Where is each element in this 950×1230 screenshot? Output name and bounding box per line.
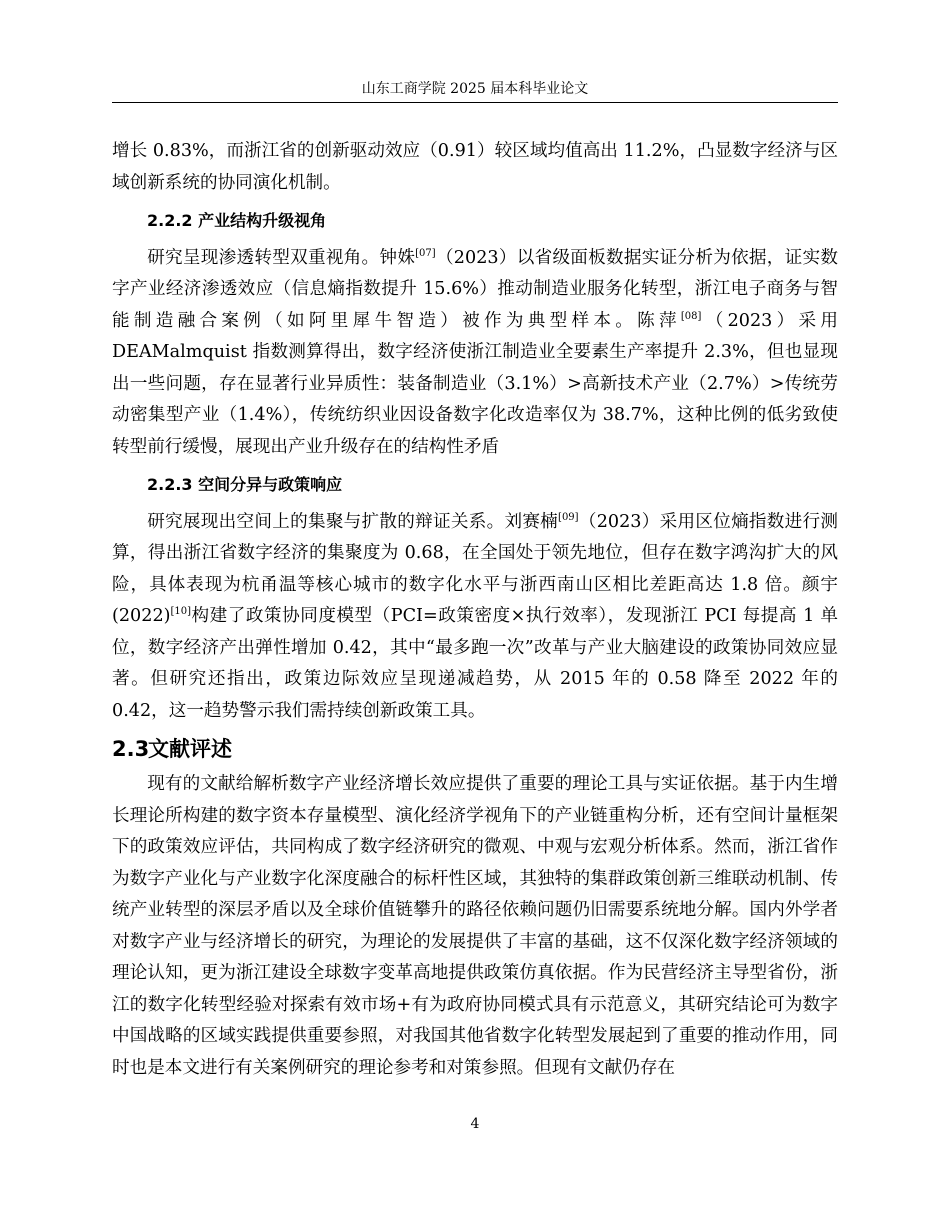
- paragraph-2-2-2: [112, 243, 838, 464]
- citation-ref: [10]: [170, 606, 192, 618]
- intro-paragraph: 增长 0.83%，而浙江省的创新驱动效应（0.91）较区域均值高出 11.2%，凸显数字经济与区域创新系统的协同演化机制。: [112, 141, 838, 193]
- paragraph-text: （2023）采用区位熵指数进行测算，得出浙江省数字经济的集聚度为 0.68，在全国处于领先地位，但存在数字鸿沟扩大的风险，具体表现为杭甬温等核心城市的数字化水平与浙西南山区相比差距高达 1.8 倍。颜宇(2022): [112, 511, 838, 626]
- paragraph-text: 研究展现出空间上的集聚与扩散的辩证关系。刘赛楠: [147, 511, 559, 532]
- running-header: 山东工商学院 2025 届本科毕业论文: [361, 81, 589, 97]
- page-number: 4: [470, 1116, 480, 1132]
- section-heading-2-2-2: 2.2.2 产业结构升级视角: [147, 211, 327, 230]
- paragraph-2-3: 现有的文献给解析数字产业经济增长效应提供了重要的理论工具与实证依据。基于内生增长理论所构建的数字资本存量模型、演化经济学视角下的产业链重构分析，还有空间计量框架下的政策效应评估，共同构成了数字经济研究的微观、中观与宏观分析体系。然而，浙江省作为数字产业化与产业数字化深度融合的标杆性区域，其独特的集群政策创新三维联动机制、传统产业转型的深层矛盾以及全球价值链攀升的路径依赖问题仍旧需要系统地分解。国内外学者对数字产业与经济增长的研究，为理论的发展提供了丰富的基础，这不仅深化数字经济领域的理论认知，更为浙江建设全球数字变革高地提供政策仿真依据。作为民营经济主导型省份，浙江的数字化转型经验对探索有效市场+有为政府协同模式具有示范意义，其研究结论可为数字中国战略的区域实践提供重要参照，对我国其他省数字化转型发展起到了重要的推动作用，同时也是本文进行有关案例研究的理论参考和对策参照。但现有文献仍存在: [112, 774, 838, 1078]
- citation-ref: [07]: [415, 247, 436, 259]
- paragraph-text: （2023）以省级面板数据实证分析为依据，证实数字产业经济渗透效应（信息熵指数提升 15.6%）推动制造业服务化转型，浙江电子商务与智能制造融合案例（如阿里犀牛智造）被作为典型样本。陈萍: [112, 247, 838, 331]
- section-heading-2-3: [112, 733, 838, 765]
- section-title: 文献评述: [148, 737, 232, 761]
- citation-ref: [09]: [558, 511, 579, 523]
- section-number: 2.3: [112, 737, 150, 761]
- page-body: [112, 136, 838, 1084]
- paragraph-text: 构建了政策协同度模型（PCI=政策密度×执行效率），发现浙江 PCI 每提高 1 单位，数字经济产出弹性增加 0.42，其中“最多跑一次”改革与产业大脑建设的政策协同效应显著。但研究还指出，政策边际效应呈现递减趋势，从 2015 年的 0.58 降至 2022 年的 0.42，这一趋势警示我们需持续创新政策工具。: [112, 606, 838, 721]
- section-heading-2-2-3: 2.2.3 空间分异与政策响应: [147, 475, 343, 494]
- paragraph-text: （2023）采用 DEAMalmquist 指数测算得出，数字经济使浙江制造业全要素生产率提升 2.3%，但也显现出一些问题，存在显著行业异质性：装备制造业（3.1%）>高新技术产业（2.7%）>传统劳动密集型产业（1.4%），传统纺织业因设备数字化改造率仅为 38.7%，这种比例的低劣致使转型前行缓慢，展现出产业升级存在的结构性矛盾: [112, 310, 838, 457]
- citation-ref: [08]: [680, 310, 702, 322]
- paragraph-text: 研究呈现渗透转型双重视角。钟姝: [147, 247, 416, 268]
- paragraph-2-2-3: [112, 507, 838, 728]
- header-rule: [112, 102, 838, 103]
